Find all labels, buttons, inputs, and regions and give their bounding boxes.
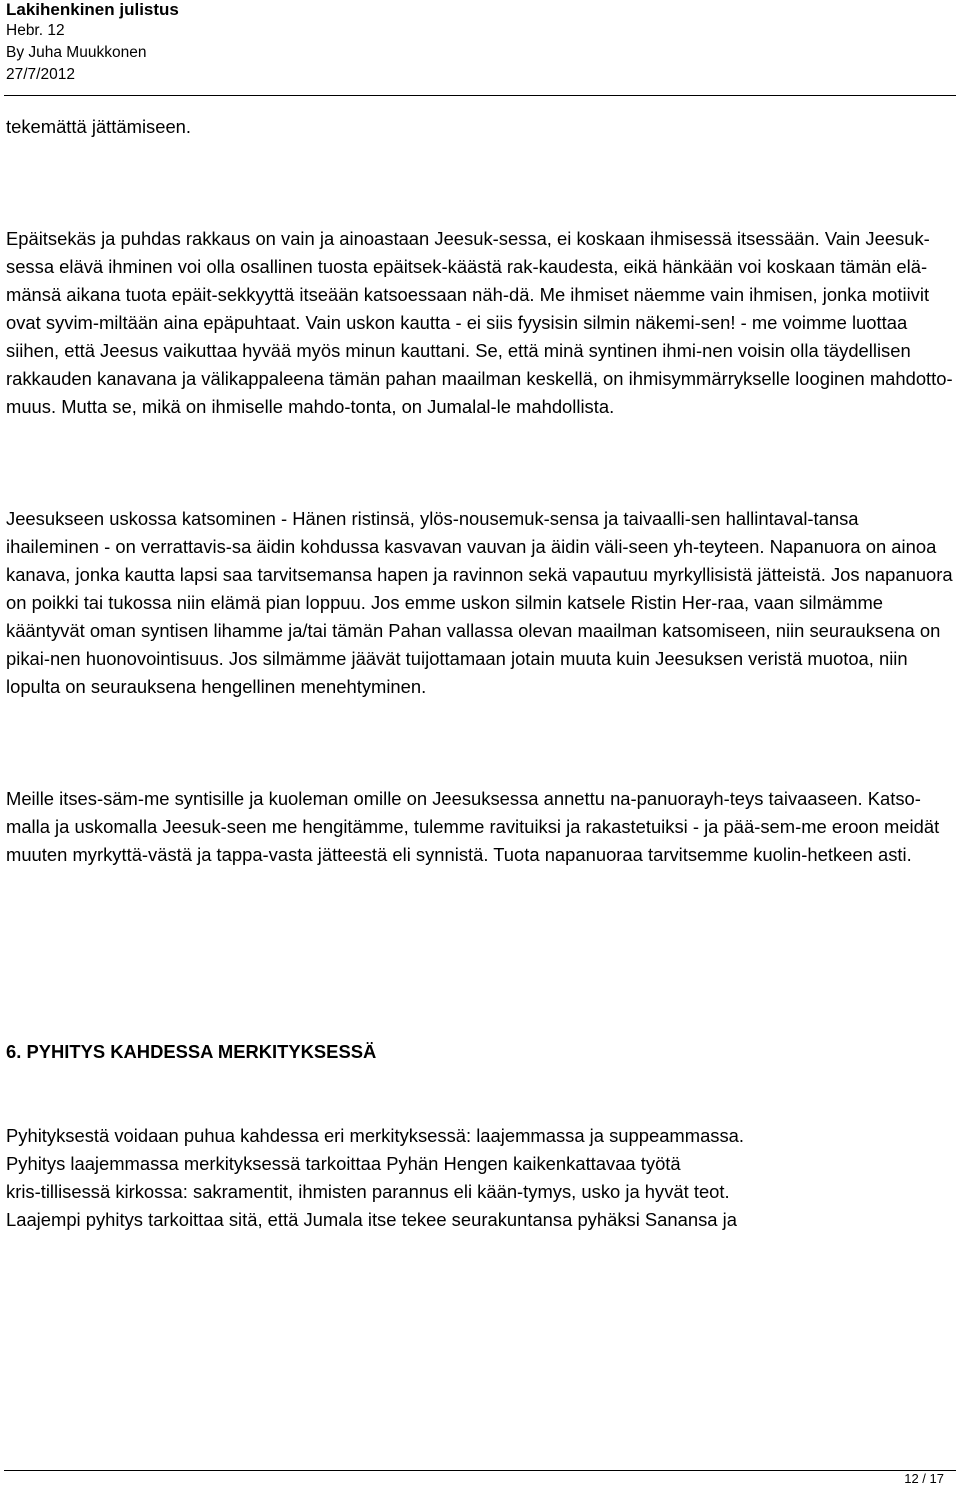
document-title: Lakihenkinen julistus [6, 0, 179, 19]
paragraph-5-line-3: kris-tillisessä kirkossa: sakramentit, ihmisten parannus eli kään-tymys, usko ja hyvät teot. [6, 1181, 730, 1202]
date-line: 27/7/2012 [6, 66, 75, 83]
paragraph-spacer [6, 1066, 956, 1122]
footer-divider [4, 1470, 956, 1471]
document-body [6, 113, 956, 1234]
paragraph-5-line-4: Laajempi pyhitys tarkoittaa sitä, että Jumala itse tekee seurakuntansa pyhäksi Sanansa ja [6, 1209, 737, 1230]
document-header [6, 0, 956, 86]
page-indicator: 12 / 17 [904, 1471, 944, 1486]
paragraph-spacer [6, 869, 956, 1038]
paragraph-4: Meille itses-säm-me syntisille ja kuoleman omille on Jeesuksessa annettu na-panuorayh-teys taivaaseen. Katso-malla ja uskomalla Jeesuk-seen me hengitämme, tulemme ravituiksi ja rakastetuiksi - ja pää-sem-me eroon meidät muuten myrkyttä-västä ja tappa-vasta jätteestä eli synnistä. Tuota napanuoraa tarvitsemme kuolin-hetkeen asti. [6, 788, 940, 865]
paragraph-2: Epäitsekäs ja puhdas rakkaus on vain ja ainoastaan Jeesuk-sessa, ei koskaan ihmisessä itsessään. Vain Jeesuk-sessa elävä ihminen voi olla osallinen tuosta epäitsek-käästä rak-kaudesta, eikä hänkään voi koskaan tämän elä-mänsä aikana tuota epäit-sekkyyttä itseään katsoessaan näh-dä. Me ihmiset näemme vain ihmisen, jonka motiivit ovat syvim-miltään aina epäpuhtaat. Vain uskon kautta - ei siis fyysisin silmin näkemi-sen! - me voimme luottaa siihen, että Jeesus vaikuttaa hyvää myös minun kauttani. Se, että minä syntinen ihmi-nen voisin olla täydellisen rakkauden kanavana ja välikappaleena tämän pahan maailman keskellä, on ihmisymmärrykselle looginen mahdotto-muus. Mutta se, mikä on ihmiselle mahdo-tonta, on Jumalal-le mahdollista. [6, 228, 953, 417]
paragraph-spacer [6, 141, 956, 225]
paragraph-3: Jeesukseen uskossa katsominen - Hänen ristinsä, ylös-nousemuk-sensa ja taivaalli-sen hallintaval-tansa ihaileminen - on verrattavis-sa äidin kohdussa kasvavan vauvan ja äidin väli-seen yh-teyteen. Napanuora on ainoa kanava, jonka kautta lapsi saa tarvitsemansa hapen ja ravinnon sekä vapautuu myrkyllisistä jätteistä. Jos napanuora on poikki tai tukossa niin elämä pian loppuu. Jos emme uskon silmin katsele Ristin Her-raa, vaan silmämme kääntyvät oman syntisen lihamme ja/tai tämän Pahan vallassa olevan maailman katsomiseen, niin seurauksena on pikai-nen huonovointisuus. Jos silmämme jäävät tuijottamaan jotain muuta kuin Jeesuksen veristä muotoa, niin lopulta on seurauksena hengellinen menehtyminen. [6, 508, 953, 697]
paragraph-1: tekemättä jättämiseen. [6, 116, 192, 137]
header-divider [4, 95, 956, 96]
paragraph-5-line-1: Pyhityksestä voidaan puhua kahdessa eri merkityksessä: laajemmassa ja suppeammassa. [6, 1125, 745, 1146]
scripture-reference: Hebr. 12 [6, 22, 65, 39]
paragraph-spacer [6, 421, 956, 505]
paragraph-5-line-2: Pyhitys laajemmassa merkityksessä tarkoittaa Pyhän Hengen kaikenkattavaa työtä [6, 1153, 681, 1174]
section-heading: 6. PYHITYS KAHDESSA MERKITYKSESSÄ [6, 1041, 377, 1062]
author-line: By Juha Muukkonen [6, 44, 147, 61]
paragraph-spacer [6, 701, 956, 785]
